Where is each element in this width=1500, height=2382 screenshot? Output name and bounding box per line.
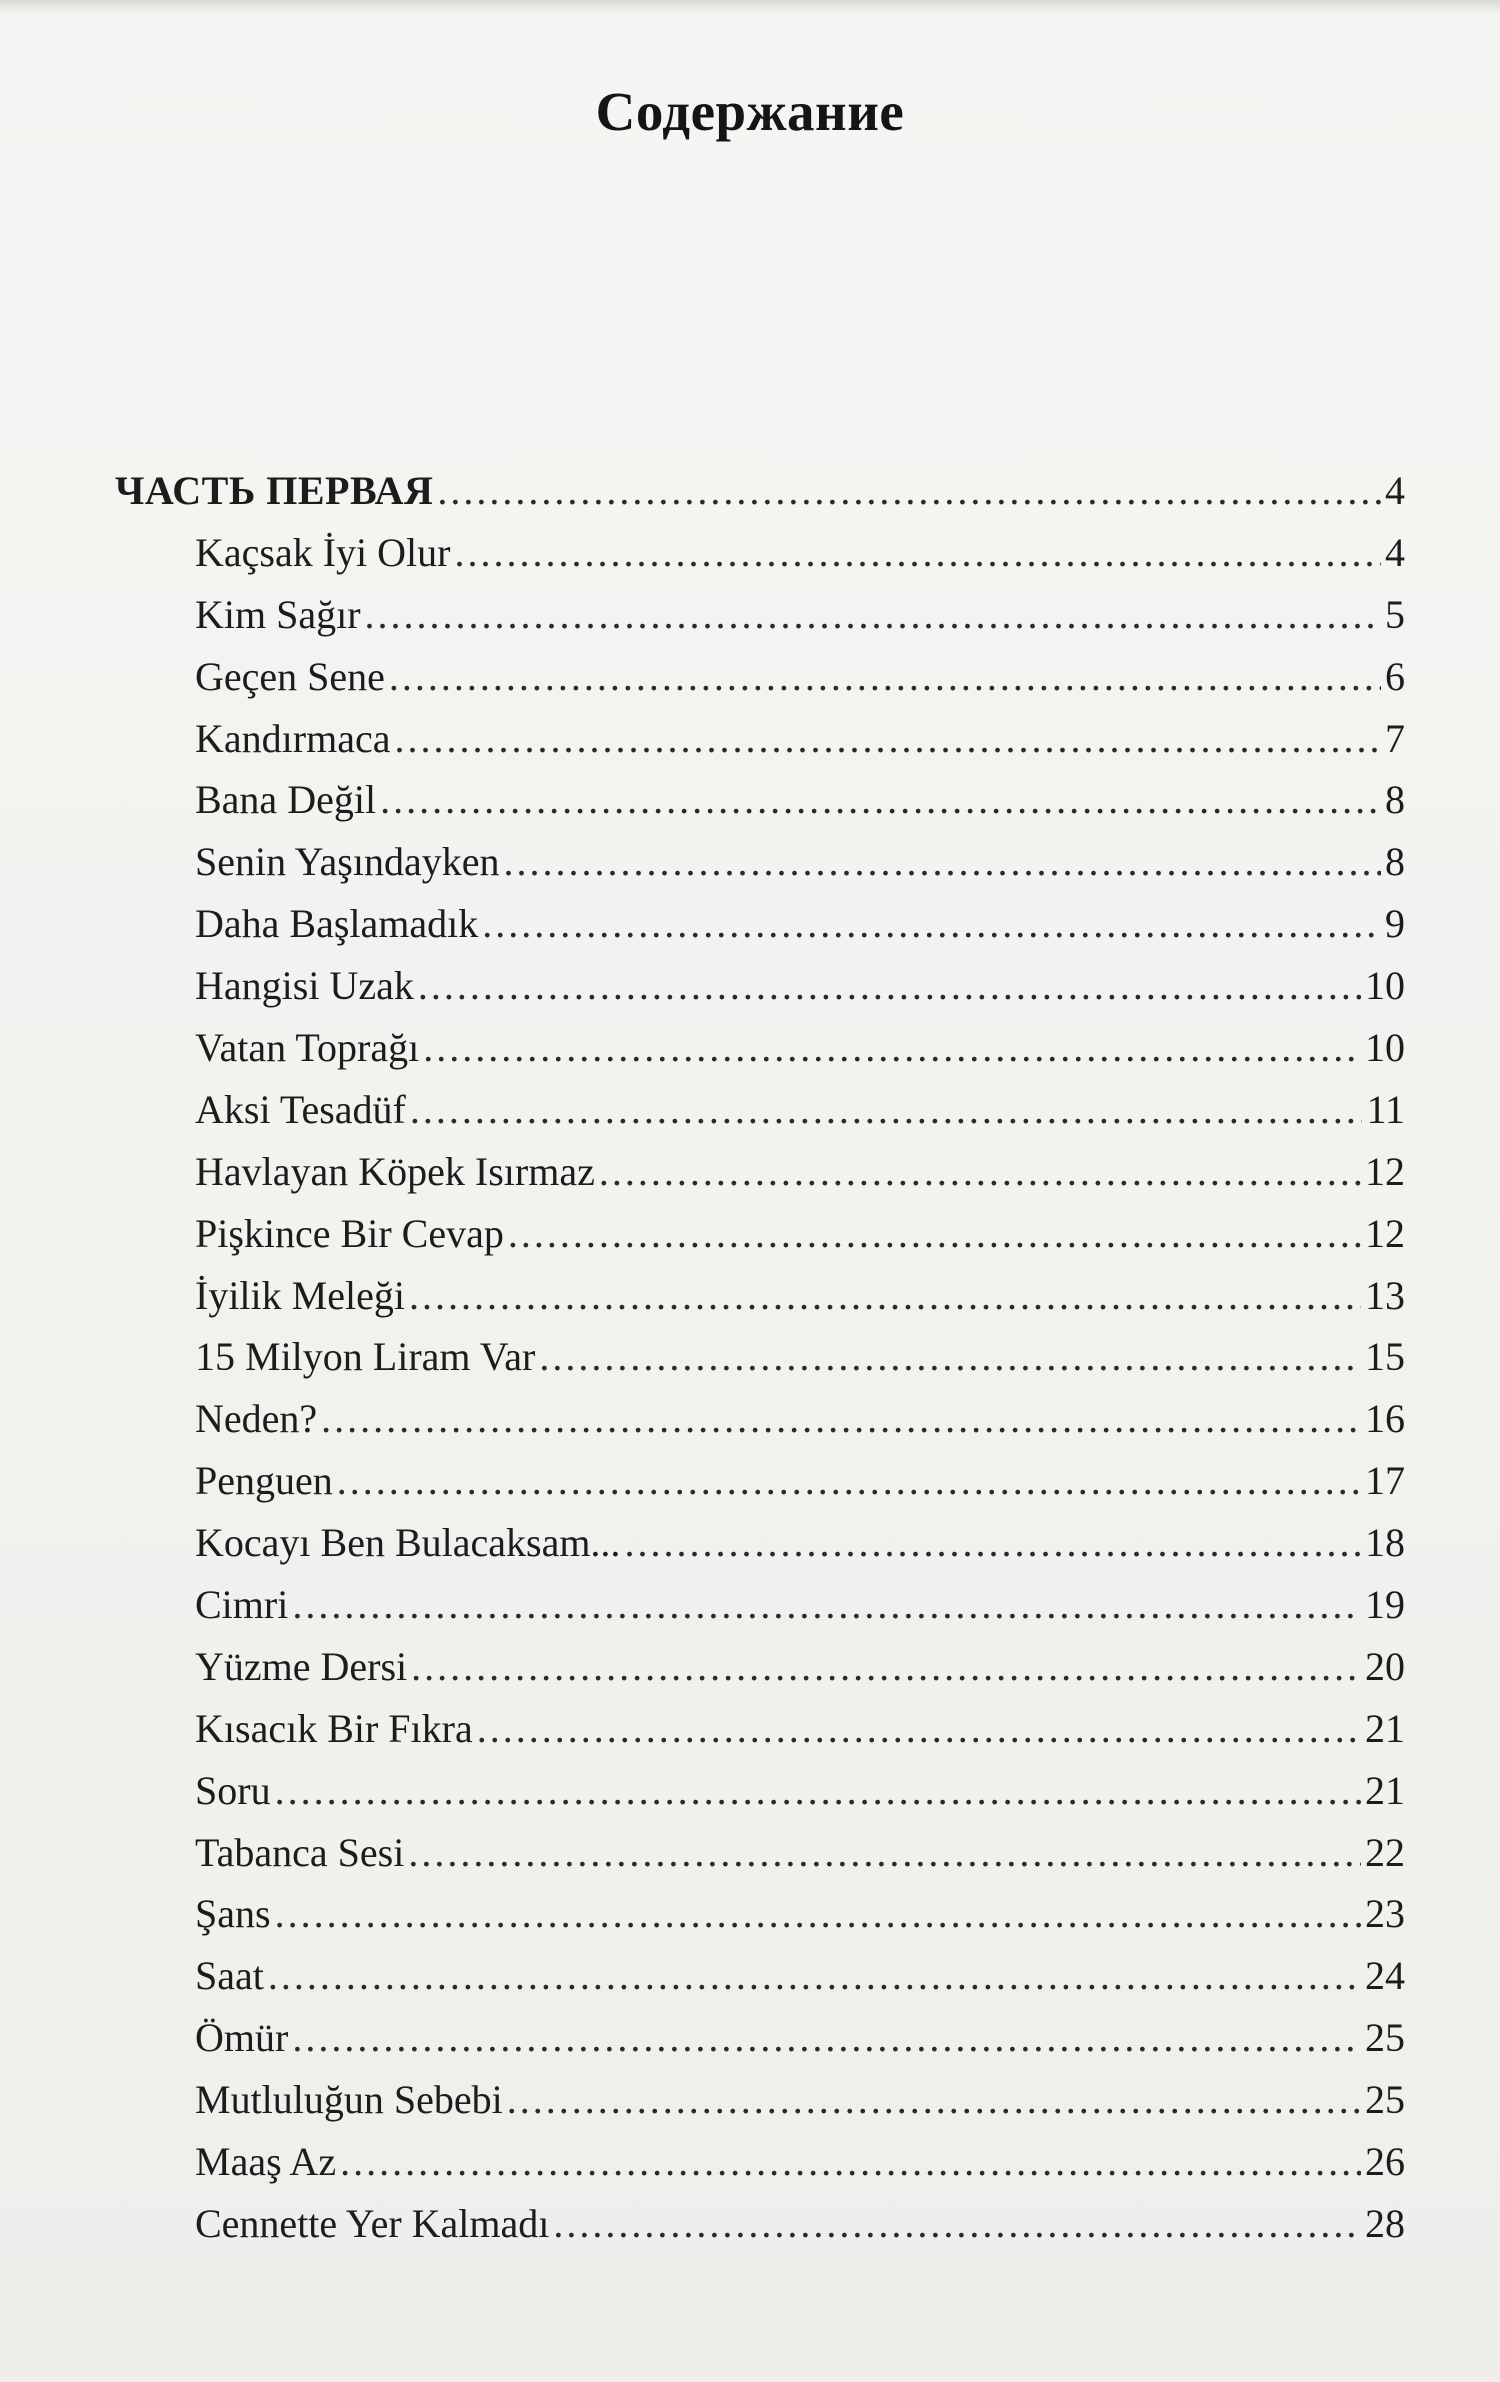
toc-entry <box>115 1698 1405 1760</box>
toc-page-number: 25 <box>1365 2077 1405 2123</box>
toc-entry <box>115 1945 1405 2007</box>
toc-page-number: 21 <box>1365 1767 1405 1813</box>
toc-entry <box>115 522 1405 584</box>
toc-page-number: 25 <box>1365 2015 1405 2061</box>
toc-page-number: 28 <box>1365 2200 1405 2246</box>
toc-page-number: 13 <box>1365 1272 1405 1318</box>
dot-leader <box>599 1141 1361 1203</box>
dot-leader <box>365 584 1381 646</box>
toc-page-number: 15 <box>1365 1334 1405 1380</box>
dot-leader <box>268 1945 1361 2007</box>
dot-leader <box>539 1326 1361 1388</box>
toc-entry <box>115 1388 1405 1450</box>
toc-page-number: 8 <box>1385 777 1405 823</box>
dot-leader <box>437 460 1381 522</box>
dot-leader <box>418 955 1361 1017</box>
toc-entry <box>115 2131 1405 2193</box>
toc-page-number: 4 <box>1385 468 1405 513</box>
toc-page-number: 17 <box>1365 1458 1405 1504</box>
toc-page-number: 9 <box>1385 901 1405 947</box>
toc-page-number: 12 <box>1365 1210 1405 1256</box>
toc-entry <box>115 646 1405 708</box>
toc-page-number: 11 <box>1366 1086 1405 1132</box>
dot-leader <box>423 1017 1361 1079</box>
dot-leader <box>389 646 1381 708</box>
toc-entry-title: Daha Başlamadık <box>195 901 479 947</box>
toc-entry-title: Şans <box>195 1891 271 1937</box>
toc-page-number: 22 <box>1365 1829 1405 1875</box>
dot-leader <box>408 1822 1361 1884</box>
toc-page-number: 20 <box>1365 1643 1405 1689</box>
toc-entry <box>115 1636 1405 1698</box>
toc-entry <box>115 893 1405 955</box>
toc-entry <box>115 1141 1405 1203</box>
toc-entry <box>115 1450 1405 1512</box>
toc-page-number: 16 <box>1365 1396 1405 1442</box>
toc-entry <box>115 831 1405 893</box>
toc-page-number: 8 <box>1385 839 1405 885</box>
toc-entry <box>115 769 1405 831</box>
toc-page-number: 23 <box>1365 1891 1405 1937</box>
toc-entry-title: Yüzme Dersi <box>195 1643 408 1689</box>
toc-entry-title: Kim Sağır <box>195 591 361 637</box>
toc-entry-title: Kocayı Ben Bulacaksam... <box>195 1520 621 1566</box>
table-of-contents <box>115 460 1405 2255</box>
toc-page-number: 6 <box>1385 653 1405 699</box>
dot-leader <box>553 2193 1361 2255</box>
toc-page-number: 12 <box>1365 1148 1405 1194</box>
toc-page-number: 21 <box>1365 1705 1405 1751</box>
toc-page-number: 26 <box>1365 2139 1405 2185</box>
toc-entry <box>115 955 1405 1017</box>
toc-entry-title: Mutluluğun Sebebi <box>195 2077 503 2123</box>
dot-leader <box>337 1450 1361 1512</box>
dot-leader <box>275 1883 1361 1945</box>
toc-entry <box>115 1574 1405 1636</box>
toc-entry-title: Kısacık Bir Fıkra <box>195 1705 473 1751</box>
toc-page-number: 10 <box>1365 963 1405 1009</box>
toc-entry-title: İyilik Meleği <box>195 1272 405 1318</box>
toc-entry-title: Kandırmaca <box>195 715 391 761</box>
toc-entry-title: Tabanca Sesi <box>195 1829 405 1875</box>
dot-leader <box>292 1574 1361 1636</box>
dot-leader <box>482 893 1381 955</box>
toc-entry-title: Ömür <box>195 2015 289 2061</box>
dot-leader <box>454 522 1381 584</box>
dot-leader <box>394 708 1381 770</box>
toc-page-number: 10 <box>1365 1025 1405 1071</box>
toc-page-number: 4 <box>1385 529 1405 575</box>
dot-leader <box>292 2007 1361 2069</box>
toc-entry <box>115 1760 1405 1822</box>
dot-leader <box>275 1760 1361 1822</box>
toc-entry <box>115 1203 1405 1265</box>
toc-entry-title: Penguen <box>195 1458 333 1504</box>
toc-entry-title: Pişkince Bir Cevap <box>195 1210 504 1256</box>
dot-leader <box>410 1079 1363 1141</box>
toc-entry-title: Cimri <box>195 1582 289 1628</box>
toc-page-number: 18 <box>1365 1520 1405 1566</box>
toc-entry-title: Aksi Tesadüf <box>195 1086 406 1132</box>
dot-leader <box>503 831 1381 893</box>
toc-entry <box>115 2069 1405 2131</box>
toc-entry <box>115 1512 1405 1574</box>
toc-entry-title: Soru <box>195 1767 271 1813</box>
toc-entry-title: Havlayan Köpek Isırmaz <box>195 1148 595 1194</box>
toc-entry <box>115 2007 1405 2069</box>
toc-entry-title: Maaş Az <box>195 2139 337 2185</box>
toc-entry <box>115 1326 1405 1388</box>
dot-leader <box>380 769 1381 831</box>
dot-leader <box>477 1698 1361 1760</box>
dot-leader <box>507 2069 1361 2131</box>
dot-leader <box>340 2131 1361 2193</box>
toc-entry-title: Neden? <box>195 1396 318 1442</box>
toc-page-number: 5 <box>1385 591 1405 637</box>
dot-leader <box>411 1636 1361 1698</box>
toc-entry <box>115 708 1405 770</box>
toc-entry <box>115 1079 1405 1141</box>
toc-page-number: 19 <box>1365 1582 1405 1628</box>
toc-entry-title: Vatan Toprağı <box>195 1025 420 1071</box>
dot-leader <box>624 1512 1361 1574</box>
dot-leader <box>409 1265 1361 1327</box>
toc-entry-title: Hangisi Uzak <box>195 963 414 1009</box>
page-title: Содержание <box>595 81 905 142</box>
toc-entry <box>115 2193 1405 2255</box>
toc-entry <box>115 1265 1405 1327</box>
toc-entry-title: Kaçsak İyi Olur <box>195 529 451 575</box>
toc-entry-title: Bana Değil <box>195 777 377 823</box>
toc-entry-title: Cennette Yer Kalmadı <box>195 2200 550 2246</box>
toc-entry-title: 15 Milyon Liram Var <box>195 1334 536 1380</box>
toc-part-heading <box>115 460 1405 522</box>
toc-entry-title: ЧАСТЬ ПЕРВАЯ <box>115 468 434 513</box>
toc-entry <box>115 1017 1405 1079</box>
toc-entry <box>115 1822 1405 1884</box>
toc-page-number: 24 <box>1365 1953 1405 1999</box>
toc-entry-title: Saat <box>195 1953 264 1999</box>
toc-entry <box>115 1883 1405 1945</box>
toc-entry <box>115 584 1405 646</box>
dot-leader <box>508 1203 1361 1265</box>
toc-entry-title: Senin Yaşındayken <box>195 839 500 885</box>
toc-entry-title: Geçen Sene <box>195 653 385 699</box>
toc-page-number: 7 <box>1385 715 1405 761</box>
page-top-edge <box>0 0 1500 14</box>
dot-leader <box>321 1388 1361 1450</box>
